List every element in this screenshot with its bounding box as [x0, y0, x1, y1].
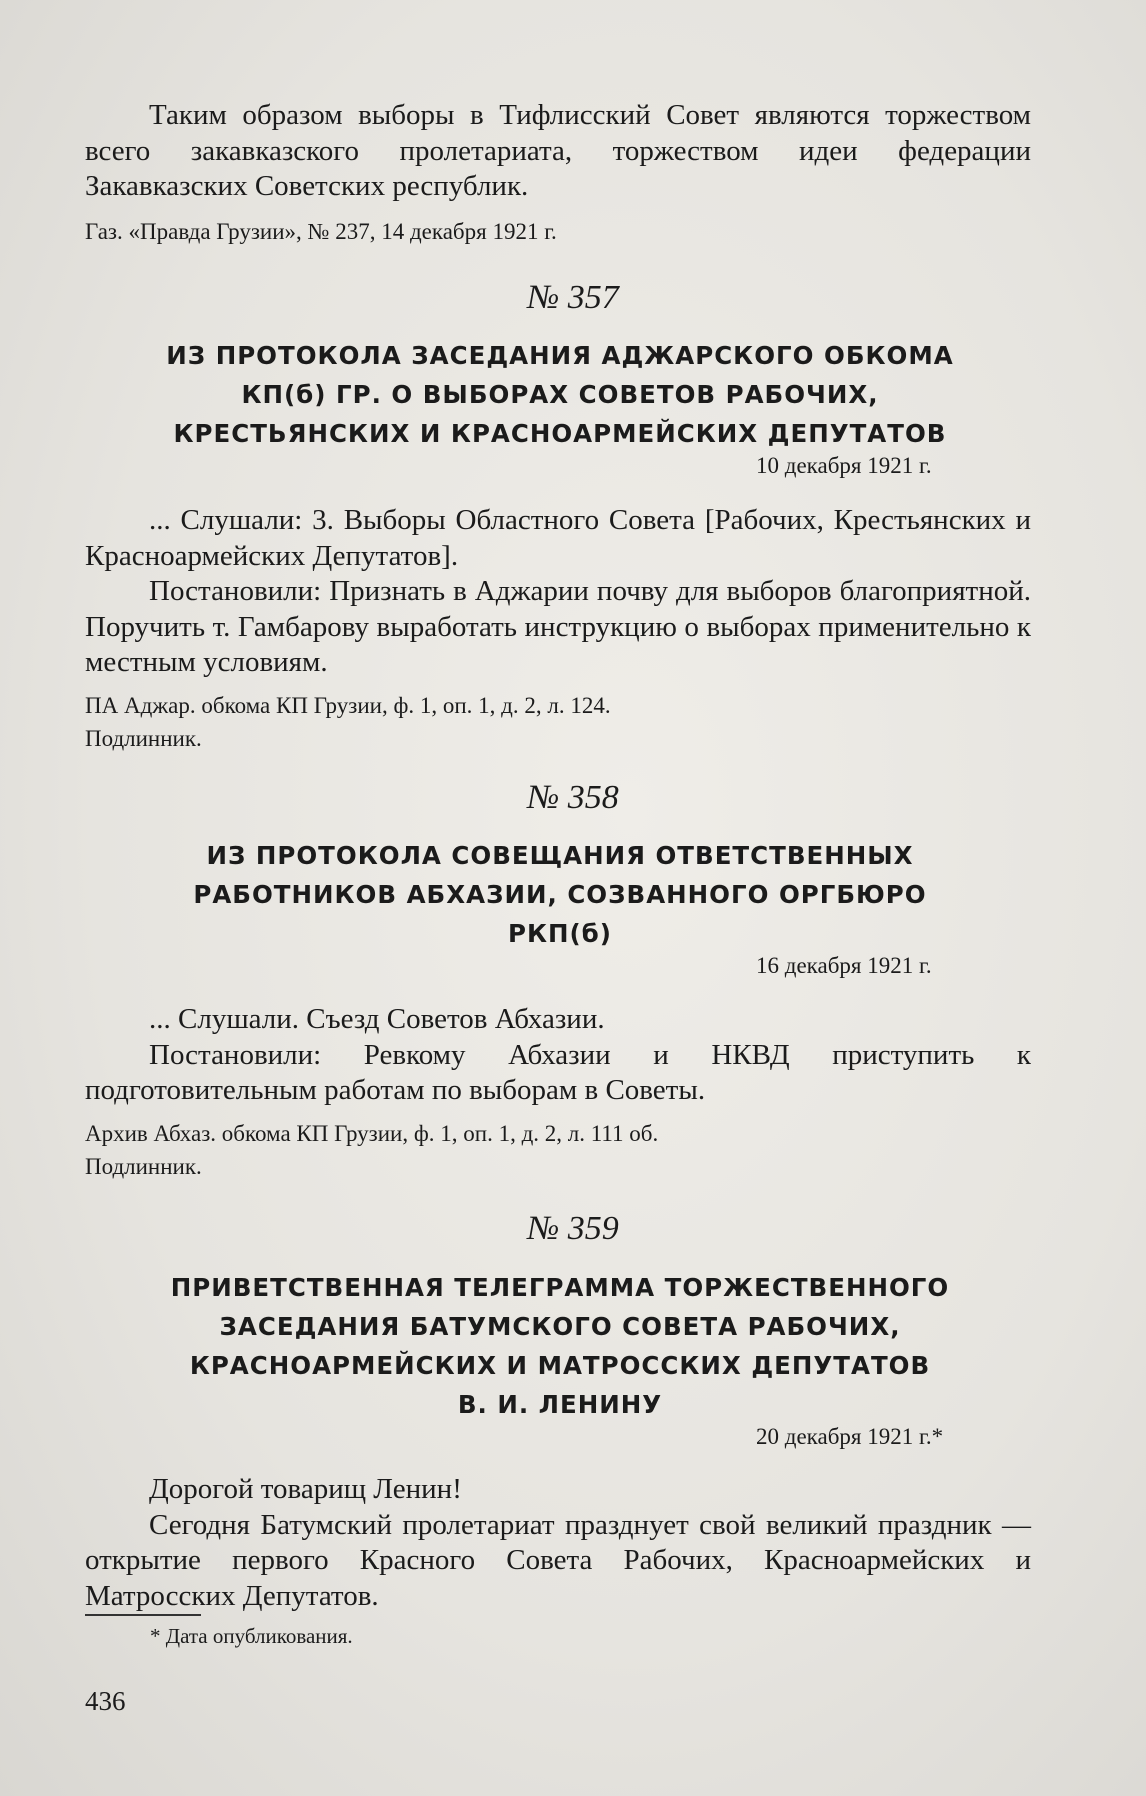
doc359-body — [85, 1472, 1031, 1614]
doc358-resolved: Постановили: Ревкому Абхазии и НКВД приступить к подготовительным работам по выборам в Советы. — [85, 1038, 1031, 1107]
doc359-title-line2: ЗАСЕДАНИЯ БАТУМСКОГО СОВЕТА РАБОЧИХ, — [219, 1312, 901, 1341]
doc357-title-line3: КРЕСТЬЯНСКИХ И КРАСНОАРМЕЙСКИХ ДЕПУТАТОВ — [173, 419, 947, 448]
doc359-title-line3: КРАСНОАРМЕЙСКИХ И МАТРОССКИХ ДЕПУТАТОВ — [189, 1351, 931, 1380]
doc358-heard: ... Слушали. Съезд Советов Абхазии. — [149, 1003, 605, 1035]
doc359-title-line1: ПРИВЕТСТВЕННАЯ ТЕЛЕГРАММА ТОРЖЕСТВЕННОГО — [170, 1273, 950, 1302]
intro-source: Газ. «Правда Грузии», № 237, 14 декабря 1921 г. — [85, 218, 557, 244]
doc358-title — [80, 836, 1040, 953]
doc358-original: Подлинник. — [85, 1153, 202, 1179]
doc358-source: Архив Абхаз. обкома КП Грузии, ф. 1, оп. 1, д. 2, л. 111 об. — [85, 1120, 659, 1146]
intro-paragraph: Таким образом выборы в Тифлисский Совет являются торжеством всего закавказского пролетариата, торжеством идеи федерации Закавказских Советских республик. — [85, 99, 1031, 203]
doc359-text: Сегодня Батумский пролетариат празднует свой великий праздник — открытие первого Красного Совета Рабочих, Красноармейских и Матросских Депутатов. — [85, 1508, 1031, 1612]
doc358-title-line3: РКП(б) — [508, 919, 612, 948]
footnote: * Дата опубликования. — [150, 1624, 353, 1648]
doc358-body — [85, 1002, 1031, 1183]
doc359-number: № 359 — [527, 1210, 619, 1247]
doc357-heard: ... Слушали: 3. Выборы Областного Совета [Рабочих, Крестьянских и Красноармейских Депутатов]. — [85, 504, 1031, 572]
doc357-body — [85, 503, 1031, 755]
doc357-title-line1: ИЗ ПРОТОКОЛА ЗАСЕДАНИЯ АДЖАРСКОГО ОБКОМА — [166, 341, 954, 370]
doc358-date: 16 декабря 1921 г. — [756, 953, 932, 978]
page-number: 436 — [85, 1686, 126, 1716]
doc357-original: Подлинник. — [85, 725, 202, 751]
doc359-title — [80, 1268, 1040, 1424]
doc357-source: ПА Аджар. обкома КП Грузии, ф. 1, оп. 1, д. 2, л. 124. — [85, 692, 611, 718]
intro-section — [85, 98, 1031, 248]
doc358-title-line1: ИЗ ПРОТОКОЛА СОВЕЩАНИЯ ОТВЕТСТВЕННЫХ — [206, 841, 914, 870]
doc357-date: 10 декабря 1921 г. — [756, 453, 932, 478]
doc358-number: № 358 — [527, 779, 619, 816]
doc359-date: 20 декабря 1921 г.* — [756, 1424, 944, 1449]
doc357-resolved: Постановили: Признать в Аджарии почву для выборов благоприятной. Поручить т. Гамбарову выработать инструкцию о выборах применительно к местным условиям. — [85, 575, 1031, 679]
doc359-salutation: Дорогой товарищ Ленин! — [149, 1473, 462, 1505]
doc357-title — [80, 336, 1040, 453]
footnote-rule — [85, 1614, 201, 1616]
doc358-title-line2: РАБОТНИКОВ АБХАЗИИ, СОЗВАННОГО ОРГБЮРО — [193, 880, 927, 909]
doc359-title-line4: В. И. ЛЕНИНУ — [457, 1390, 663, 1419]
doc357-number: № 357 — [527, 279, 619, 316]
doc357-title-line2: КП(б) ГР. О ВЫБОРАХ СОВЕТОВ РАБОЧИХ, — [241, 380, 879, 409]
